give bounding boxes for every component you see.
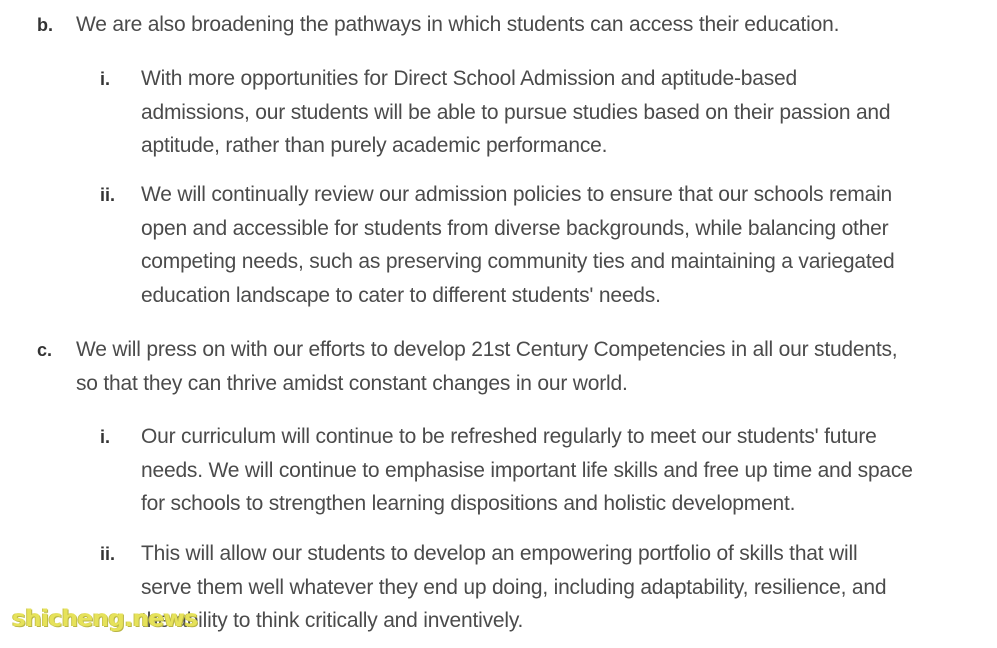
text-line: With more opportunities for Direct School Admission and aptitude-based [141, 67, 798, 90]
watermark: shicheng.news [12, 606, 198, 632]
list-item-text [141, 178, 981, 312]
text-line: so that they can thrive amidst constant changes in our world. [76, 371, 628, 395]
text-line: aptitude, rather than purely academic performance. [141, 134, 608, 157]
text-line: We will press on with our efforts to develop 21st Century Competencies in all our students, [76, 338, 898, 361]
text-line: needs. We will continue to emphasise important life skills and free up time and space [141, 458, 913, 482]
text-line: competing needs, such as preserving community ties and maintaining a variegated [141, 250, 895, 273]
text-line: for schools to strengthen learning dispositions and holistic development. [141, 492, 796, 515]
list-item-text [141, 537, 981, 638]
list-marker: b. [37, 15, 53, 35]
list-marker: ii. [100, 185, 116, 205]
list-item-text [141, 420, 981, 521]
text-line: open and accessible for students from diverse backgrounds, while balancing other [141, 216, 889, 240]
list-marker: i. [100, 69, 111, 89]
text-line: the ability to think critically and inventively. [141, 609, 524, 632]
list-item-text: We are also broadening the pathways in which students can access their education. [76, 13, 840, 36]
text-line: serve them well whatever they end up doing, including adaptability, resilience, and [141, 575, 887, 599]
text-line: education landscape to cater to different students' needs. [141, 283, 661, 307]
text-line: Our curriculum will continue to be refreshed regularly to meet our students' future [141, 425, 877, 448]
list-item-text [141, 62, 981, 163]
text-line: We will continually review our admission policies to ensure that our schools remain [141, 183, 893, 206]
text-line: admissions, our students will be able to pursue studies based on their passion and [141, 100, 891, 124]
list-marker: c. [37, 340, 53, 360]
list-marker: i. [100, 427, 111, 447]
text-line: This will allow our students to develop an empowering portfolio of skills that will [141, 542, 858, 565]
list-item-text [76, 333, 976, 400]
list-marker: ii. [100, 544, 116, 564]
